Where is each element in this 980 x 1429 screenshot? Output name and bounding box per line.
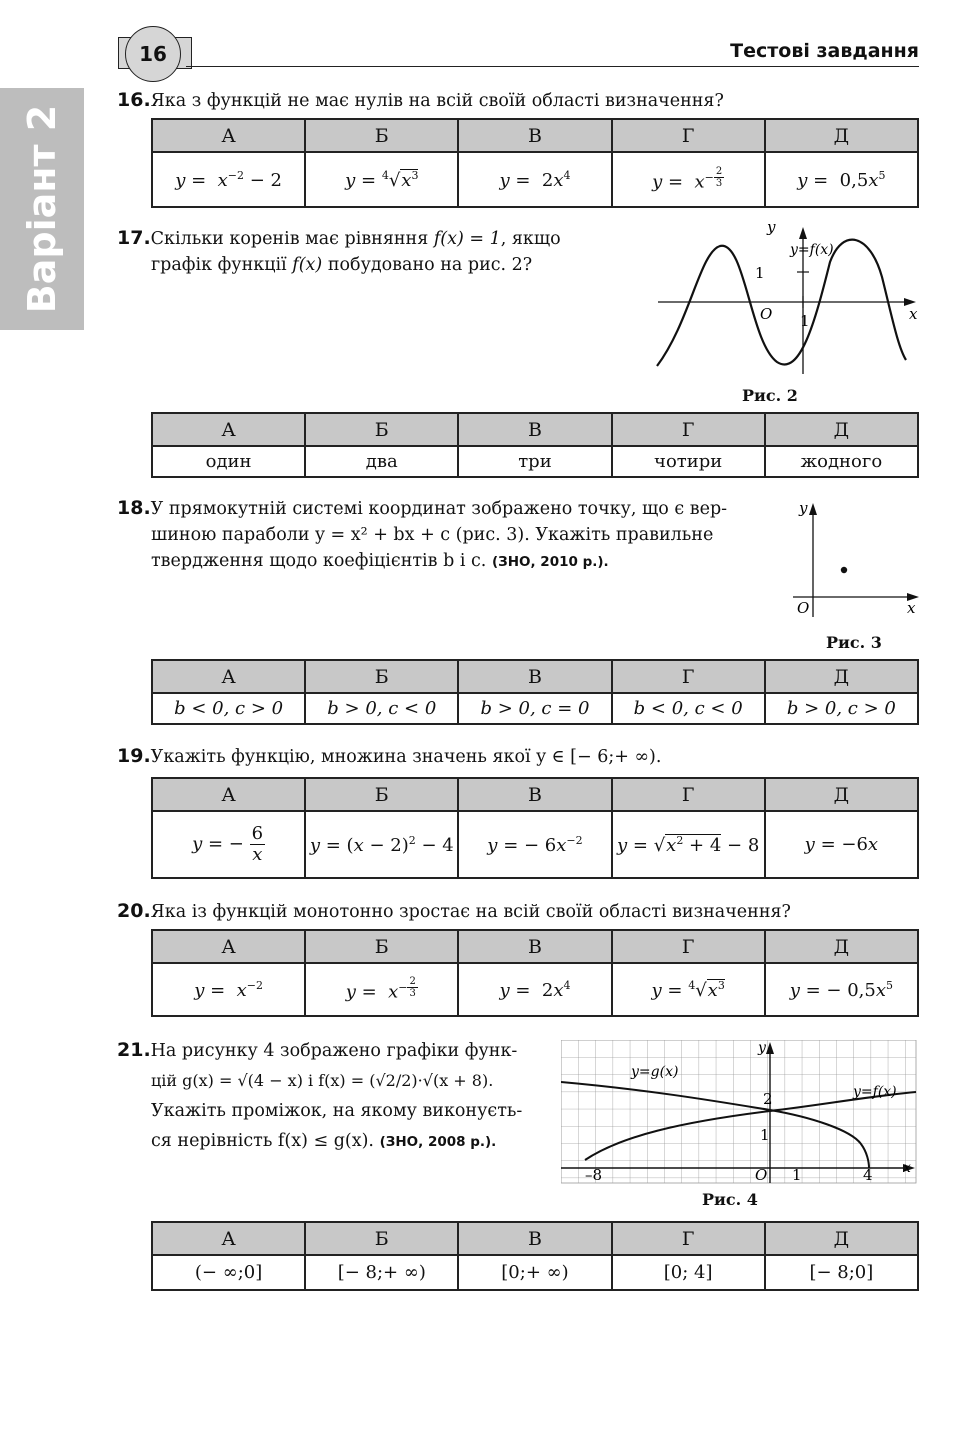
- option-letter: А: [152, 778, 305, 811]
- option-letter: А: [152, 660, 305, 693]
- option-letter: В: [458, 660, 611, 693]
- question-text: Яка із функцій монотонно зростає на всій своїй області визначення?: [150, 902, 791, 922]
- question-text-line4: ся нерівність f(x) ≤ g(x).: [151, 1131, 374, 1151]
- option-letter: Д: [765, 778, 918, 811]
- question-19: [117, 743, 661, 770]
- y-label: y: [758, 1040, 766, 1056]
- origin-label: O: [755, 1166, 768, 1184]
- option-letter: В: [458, 1222, 611, 1255]
- option-c[interactable]: b > 0, c = 0: [458, 693, 611, 724]
- function-label: y=f(x): [790, 242, 834, 258]
- equation: f(x) = 1: [433, 229, 501, 249]
- question-text: Яка з функцій не має нулів на всій своїй області визначення?: [150, 91, 724, 111]
- option-letter: Б: [305, 930, 458, 963]
- question-text-line3: Укажіть проміжок, на якому виконуєть-: [151, 1101, 523, 1121]
- variant-side-tab: [0, 88, 84, 330]
- option-d[interactable]: $y = ^4√x^3$: [612, 963, 765, 1016]
- option-b[interactable]: $y = ^4√x^3$: [305, 152, 458, 207]
- question-18: [117, 495, 777, 575]
- option-letter: Д: [765, 1222, 918, 1255]
- question-text-line1: Скільки коренів має рівняння: [150, 229, 429, 249]
- figure-4-caption: Рис. 4: [702, 1190, 758, 1209]
- y-axis-arrow: [809, 503, 817, 515]
- x-one-label: 1: [800, 312, 810, 330]
- answer-table-19: [151, 777, 919, 879]
- option-letter: Д: [765, 660, 918, 693]
- x-label: x: [907, 599, 916, 617]
- option-b[interactable]: $y = (x - 2)^2 - 4$: [305, 811, 458, 878]
- origin-label: O: [760, 305, 773, 323]
- question-text: Укажіть функцію, множина значень якої y ∈ [− 6;+ ∞).: [150, 747, 662, 767]
- variant-label: Варіант 2: [20, 104, 64, 314]
- option-letter: Б: [305, 778, 458, 811]
- question-number: 21.: [117, 1039, 151, 1061]
- function-curve: [657, 240, 906, 366]
- option-d[interactable]: b < 0, c < 0: [612, 693, 765, 724]
- option-a[interactable]: (− ∞;0]: [152, 1255, 305, 1290]
- option-e[interactable]: y = −6x: [765, 811, 918, 878]
- option-letter: Б: [305, 119, 458, 152]
- question-text-line1-end: , якщо: [500, 229, 561, 249]
- option-e[interactable]: $y = 0,5x^5$: [765, 152, 918, 207]
- question-text-line2: шиною параболи y = x² + bx + c (рис. 3). Укажіть правильне: [151, 525, 714, 545]
- question-number: 20.: [117, 900, 151, 922]
- option-b[interactable]: $y = x^{- \frac{2}{3}}$: [305, 963, 458, 1016]
- option-letter: Д: [765, 119, 918, 152]
- header-rule: [186, 66, 919, 67]
- option-b[interactable]: [− 8;+ ∞): [305, 1255, 458, 1290]
- option-a[interactable]: b < 0, c > 0: [152, 693, 305, 724]
- question-text-line2: графік функції: [151, 255, 287, 275]
- option-letter: Д: [765, 930, 918, 963]
- x-one-label: 1: [792, 1166, 802, 1184]
- origin-label: O: [797, 599, 810, 617]
- option-c[interactable]: [0;+ ∞): [458, 1255, 611, 1290]
- option-a[interactable]: $y = x^{-2} - 2$: [152, 152, 305, 207]
- y-label: y: [767, 222, 776, 236]
- option-letter: Г: [612, 413, 765, 446]
- option-letter: В: [458, 930, 611, 963]
- option-a[interactable]: один: [152, 446, 305, 477]
- question-number: 19.: [117, 745, 151, 767]
- option-letter: Б: [305, 660, 458, 693]
- question-text-line2: цій g(x) = √(4 − x) і f(x) = (√2/2)·√(x + 8).: [151, 1071, 494, 1090]
- option-letter: Г: [612, 930, 765, 963]
- question-21: [117, 1035, 547, 1157]
- option-e[interactable]: y = − $0,5x^5$: [765, 963, 918, 1016]
- y-one-label: 1: [755, 264, 765, 282]
- question-number: 17.: [117, 227, 151, 249]
- page-number: 16: [125, 26, 181, 82]
- option-letter: Г: [612, 1222, 765, 1255]
- y-two-label: 2: [763, 1090, 773, 1108]
- option-b[interactable]: два: [305, 446, 458, 477]
- option-letter: В: [458, 413, 611, 446]
- x-four-label: 4: [863, 1166, 873, 1184]
- option-e[interactable]: [− 8;0]: [765, 1255, 918, 1290]
- question-text-line1: На рисунку 4 зображено графіки функ-: [150, 1041, 518, 1061]
- answer-table-18: [151, 659, 919, 725]
- option-d[interactable]: $y = x^{- \frac{2}{3}}$: [612, 152, 765, 207]
- answer-table-20: [151, 929, 919, 1017]
- figure-2-caption: Рис. 2: [742, 386, 798, 405]
- option-b[interactable]: b > 0, c < 0: [305, 693, 458, 724]
- option-letter: А: [152, 930, 305, 963]
- question-20: [117, 898, 791, 925]
- option-letter: А: [152, 413, 305, 446]
- option-letter: Д: [765, 413, 918, 446]
- option-letter: Б: [305, 1222, 458, 1255]
- option-c[interactable]: y = − $6x^{-2}$: [458, 811, 611, 878]
- source-note: (ЗНО, 2010 р.).: [491, 554, 609, 570]
- option-e[interactable]: b > 0, c > 0: [765, 693, 918, 724]
- option-letter: Г: [612, 660, 765, 693]
- x-label: x: [909, 305, 918, 323]
- question-16: [117, 87, 724, 114]
- g-label: y=g(x): [631, 1064, 679, 1080]
- question-text-line2-end: побудовано на рис. 2?: [327, 255, 533, 275]
- y-one-label: 1: [760, 1126, 770, 1144]
- question-17: [117, 225, 637, 278]
- option-d[interactable]: $y = √x^2 + 4 - 8$: [612, 811, 765, 878]
- function-ref: f(x): [292, 255, 323, 275]
- option-d[interactable]: [0; 4]: [612, 1255, 765, 1290]
- option-letter: В: [458, 119, 611, 152]
- option-a[interactable]: y = − $\frac{6}{x}$: [152, 811, 305, 878]
- option-a[interactable]: $y = x^{-2}$: [152, 963, 305, 1016]
- question-text-line1: У прямокутній системі координат зображено точку, що є вер-: [150, 499, 728, 519]
- y-axis-arrow: [799, 227, 807, 239]
- figure-2-graph: [650, 222, 925, 382]
- x-label: x: [903, 1160, 911, 1176]
- question-number: 16.: [117, 89, 151, 111]
- f-label: y=f(x): [853, 1084, 897, 1100]
- grid-background: [561, 1040, 916, 1183]
- figure-3-caption: Рис. 3: [826, 633, 882, 652]
- x-minus8-label: –8: [585, 1166, 603, 1184]
- option-letter: Г: [612, 778, 765, 811]
- option-e[interactable]: жодного: [765, 446, 918, 477]
- answer-table-16: [151, 118, 919, 208]
- figure-4-graph: [561, 1040, 918, 1185]
- figure-3-graph: [785, 495, 925, 625]
- option-d[interactable]: чотири: [612, 446, 765, 477]
- option-letter: В: [458, 778, 611, 811]
- option-letter: А: [152, 119, 305, 152]
- section-title: Тестові завдання: [730, 40, 919, 62]
- answer-table-21: [151, 1221, 919, 1291]
- parabola-vertex-point: [841, 567, 847, 573]
- option-c[interactable]: три: [458, 446, 611, 477]
- option-c[interactable]: $y = 2x^4$: [458, 152, 611, 207]
- option-letter: Г: [612, 119, 765, 152]
- question-text-line3: твердження щодо коефіцієнтів b і c.: [151, 551, 487, 571]
- option-c[interactable]: $y = 2x^4$: [458, 963, 611, 1016]
- option-letter: Б: [305, 413, 458, 446]
- source-note: (ЗНО, 2008 р.).: [379, 1134, 497, 1150]
- option-letter: А: [152, 1222, 305, 1255]
- question-number: 18.: [117, 497, 151, 519]
- y-label: y: [799, 499, 808, 517]
- answer-table-17: [151, 412, 919, 478]
